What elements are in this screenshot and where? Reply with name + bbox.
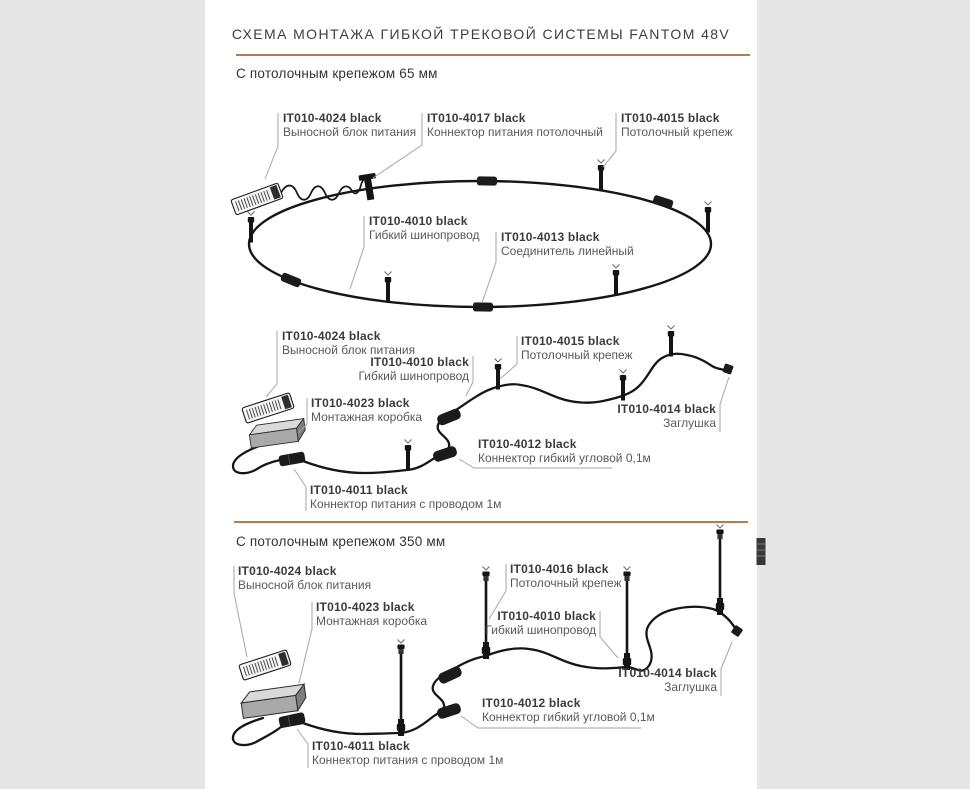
leader-lines (265, 113, 616, 303)
part-name: Коннектор гибкий угловой 0,1м (478, 451, 651, 465)
part-name: Гибкий шинопровод (369, 228, 480, 242)
title-divider (236, 54, 750, 56)
linear-connector-icon (280, 272, 302, 288)
part-label-mount (621, 112, 733, 139)
diagram-open-350mm (233, 525, 743, 769)
power-supply-icon (231, 183, 283, 215)
part-code: IT010-4011 black (310, 483, 408, 497)
linear-connector-icon (473, 302, 493, 311)
part-label-endcap (547, 667, 717, 694)
part-label-corner-connector (478, 438, 651, 465)
corner-connector-icon (436, 407, 462, 426)
ceiling-mount-350-icon (716, 525, 724, 616)
part-label-power-connector (312, 740, 503, 767)
part-label-track (299, 356, 469, 383)
linear-connector-icon (652, 195, 674, 210)
part-code: IT010-4010 black (497, 609, 596, 623)
endcap-icon (731, 625, 744, 638)
part-label-mounting-box (316, 601, 427, 628)
diagram-65mm (231, 113, 712, 312)
part-name: Выносной блок питания (283, 125, 417, 139)
part-code: IT010-4015 black (621, 111, 720, 125)
ceiling-mount-350-icon (397, 640, 405, 737)
part-name: Выносной блок питания (238, 578, 372, 592)
part-name: Монтажная коробка (311, 410, 423, 424)
part-name: Потолочный крепеж (621, 125, 733, 139)
part-code: IT010-4017 black (427, 111, 526, 125)
part-label-power-connector (310, 484, 501, 511)
part-code: IT010-4011 black (312, 739, 410, 753)
endcap-icon (722, 363, 734, 375)
corner-connector-icon (432, 445, 458, 463)
part-name: Соединитель линейный (501, 244, 634, 258)
part-name: Коннектор питания с проводом 1м (310, 497, 502, 511)
part-label-linear-connector (501, 231, 634, 258)
section-heading-65mm: С потолочным крепежом 65 мм (236, 66, 438, 81)
part-code: IT010-4024 black (283, 111, 382, 125)
part-label-track (369, 215, 480, 242)
corner-connector-icon (437, 665, 463, 685)
linear-connector-icon (477, 176, 497, 185)
part-code: IT010-4023 black (316, 600, 415, 614)
ceiling-mount-65-icon (385, 272, 392, 303)
part-code: IT010-4013 black (501, 230, 600, 244)
part-label-psu (282, 330, 415, 357)
part-label-psu (238, 565, 371, 592)
part-code: IT010-4023 black (311, 396, 410, 410)
page-title: СХЕМА МОНТАЖА ГИБКОЙ ТРЕКОВОЙ СИСТЕМЫ FANTOM 48V (231, 26, 731, 42)
part-name: Монтажная коробка (316, 614, 428, 628)
part-name: Заглушка (663, 416, 716, 430)
part-name: Коннектор питания потолочный (427, 125, 603, 139)
track-ellipse (249, 181, 711, 307)
part-code: IT010-4014 black (618, 666, 717, 680)
part-name: Коннектор питания с проводом 1м (312, 753, 504, 767)
part-label-corner-connector (482, 697, 655, 724)
part-code: IT010-4012 black (482, 696, 581, 710)
margin-rod-fragment-icon (757, 538, 766, 565)
ceiling-mount-65-icon (705, 202, 712, 233)
part-name: Гибкий шинопровод (485, 623, 596, 637)
ceiling-mount-65-icon (248, 212, 255, 243)
part-code: IT010-4010 black (370, 355, 469, 369)
part-code: IT010-4010 black (369, 214, 468, 228)
part-code: IT010-4015 black (521, 334, 620, 348)
ceiling-mount-65-icon (613, 265, 620, 296)
part-code: IT010-4024 black (238, 564, 337, 578)
part-label-track (426, 610, 596, 637)
part-name: Выносной блок питания (282, 343, 416, 357)
part-label-mount (521, 335, 633, 362)
part-name: Потолочный крепеж (521, 348, 633, 362)
power-connector-icon (278, 451, 306, 466)
part-label-mount (510, 563, 622, 590)
part-code: IT010-4012 black (478, 437, 577, 451)
ceiling-mount-65-icon (668, 326, 675, 357)
part-name: Потолочный крепеж (510, 576, 622, 590)
part-code: IT010-4014 black (617, 402, 716, 416)
part-name: Коннектор гибкий угловой 0,1м (482, 710, 655, 724)
part-name: Заглушка (664, 680, 717, 694)
ceiling-mount-65-icon (598, 160, 605, 191)
part-code: IT010-4024 black (282, 329, 381, 343)
part-name: Гибкий шинопровод (358, 369, 469, 383)
section-divider (234, 521, 748, 523)
ceiling-mount-65-icon (405, 440, 412, 471)
ceiling-mount-350-icon (623, 567, 631, 671)
power-supply-icon (242, 393, 294, 424)
part-code: IT010-4016 black (510, 562, 609, 576)
part-label-psu (283, 112, 416, 139)
part-label-mounting-box (311, 397, 422, 424)
corner-connector-icon (436, 702, 462, 720)
ceiling-mount-65-icon (495, 359, 502, 390)
part-label-ceiling-connector (427, 112, 603, 139)
mounting-box-icon (248, 419, 307, 448)
part-label-endcap (546, 403, 716, 430)
section-heading-350mm: С потолочным крепежом 350 мм (236, 534, 446, 549)
